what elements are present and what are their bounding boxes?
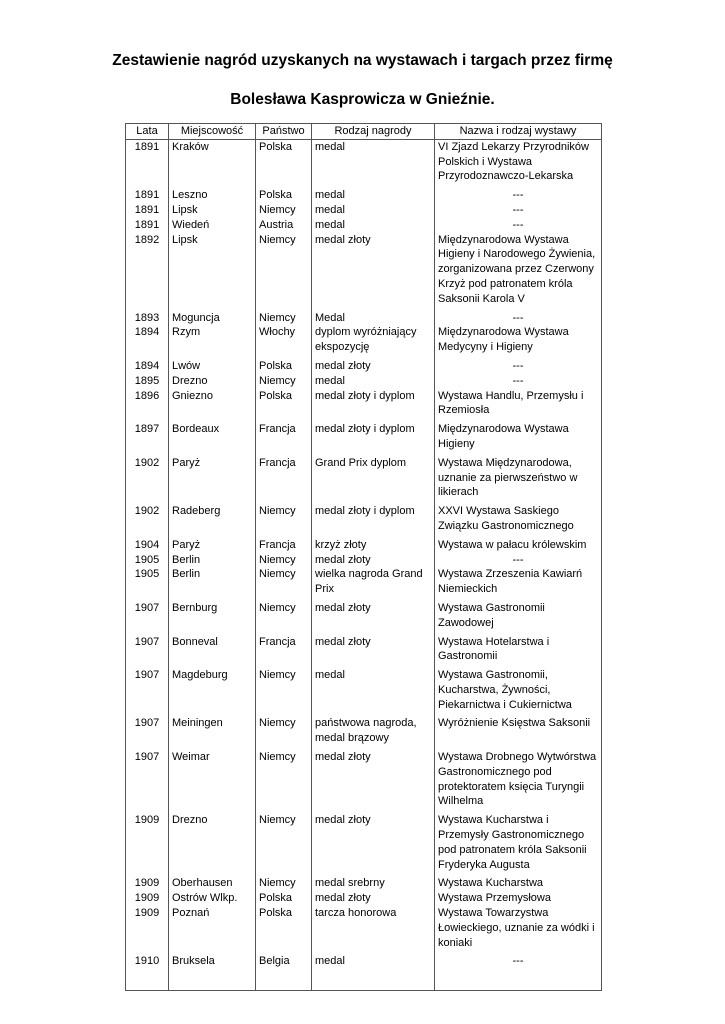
cell-year: 1897 [126,422,169,456]
cell-country: Niemcy [256,233,312,311]
cell-award: medal [312,203,435,218]
cell-award: medal srebrny [312,876,435,891]
cell-award: medal [312,139,435,188]
cell-country: Niemcy [256,504,312,538]
cell-city: Rzym [169,325,256,359]
cell-country: Francja [256,422,312,456]
cell-year: 1895 [126,374,169,389]
cell-award: medal złoty [312,359,435,374]
cell-exhibition: Wystawa Kucharstwa [435,876,602,891]
cell-exhibition: Wyróżnienie Księstwa Saksonii [435,716,602,750]
cell-award: Medal [312,311,435,326]
cell-city: Bordeaux [169,422,256,456]
table-row [126,954,602,991]
cell-award: medal złoty i dyplom [312,389,435,423]
cell-city: Drezno [169,813,256,876]
cell-city: Moguncja [169,311,256,326]
cell-country: Niemcy [256,311,312,326]
cell-country: Niemcy [256,567,312,601]
table-row [126,504,602,538]
table-body [126,139,602,991]
cell-year: 1909 [126,813,169,876]
cell-award: medal [312,954,435,991]
cell-exhibition: --- [435,374,602,389]
cell-year: 1892 [126,233,169,311]
cell-country: Belgia [256,954,312,991]
cell-exhibition: Międzynarodowa Wystawa Medycyny i Higieny [435,325,602,359]
cell-country: Francja [256,456,312,504]
cell-city: Oberhausen [169,876,256,891]
cell-award: państwowa nagroda, medal brązowy [312,716,435,750]
cell-year: 1902 [126,504,169,538]
cell-city: Weimar [169,750,256,813]
cell-city: Ostrów Wlkp. [169,891,256,906]
cell-city: Drezno [169,374,256,389]
cell-exhibition: VI Zjazd Lekarzy Przyrodników Polskich i Wystawa Przyrodoznawczo-Lekarska [435,139,602,188]
header-year: Lata [126,124,169,140]
header-exhibition: Nazwa i rodzaj wystawy [435,124,602,140]
cell-country: Niemcy [256,374,312,389]
table-row [126,635,602,669]
cell-year: 1905 [126,567,169,601]
document-title-line1: Zestawienie nagród uzyskanych na wystawach i targach przez firmę [112,52,613,69]
cell-exhibition: Wystawa Międzynarodowa, uznanie za pierwszeństwo w likierach [435,456,602,504]
table-row [126,668,602,716]
cell-year: 1896 [126,389,169,423]
cell-country: Niemcy [256,876,312,891]
cell-year: 1907 [126,750,169,813]
cell-award: medal złoty [312,553,435,568]
table-header-row [126,124,602,140]
table-row [126,325,602,359]
table-row [126,813,602,876]
table-row [126,456,602,504]
cell-award: medal [312,668,435,716]
cell-exhibition: Wystawa Drobnego Wytwórstwa Gastronomicznego pod protektoratem księcia Turyngii Wilhelma [435,750,602,813]
cell-exhibition: Wystawa Hotelarstwa i Gastronomii [435,635,602,669]
cell-exhibition: Wystawa Kucharstwa i Przemysły Gastronomicznego pod patronatem króla Saksonii Fryderyka Augusta [435,813,602,876]
cell-exhibition: --- [435,359,602,374]
cell-country: Niemcy [256,203,312,218]
cell-year: 1891 [126,203,169,218]
cell-country: Polska [256,188,312,203]
table-row [126,374,602,389]
cell-city: Gniezno [169,389,256,423]
cell-country: Niemcy [256,716,312,750]
cell-city: Berlin [169,553,256,568]
cell-exhibition: Wystawa Zrzeszenia Kawiarń Niemieckich [435,567,602,601]
cell-city: Bonneval [169,635,256,669]
cell-city: Radeberg [169,504,256,538]
cell-award: medal złoty i dyplom [312,422,435,456]
table-row [126,906,602,954]
cell-award: Grand Prix dyplom [312,456,435,504]
cell-exhibition: --- [435,218,602,233]
cell-year: 1894 [126,325,169,359]
cell-award: medal [312,218,435,233]
table-row [126,188,602,203]
cell-exhibition: Wystawa w pałacu królewskim [435,538,602,553]
cell-year: 1893 [126,311,169,326]
table-row [126,567,602,601]
cell-city: Poznań [169,906,256,954]
cell-city: Wiedeń [169,218,256,233]
cell-exhibition: --- [435,954,602,991]
cell-exhibition: --- [435,553,602,568]
table-row [126,389,602,423]
table-row [126,311,602,326]
cell-country: Francja [256,538,312,553]
cell-country: Polska [256,139,312,188]
cell-year: 1909 [126,876,169,891]
cell-year: 1891 [126,188,169,203]
cell-country: Polska [256,389,312,423]
cell-country: Niemcy [256,813,312,876]
cell-city: Magdeburg [169,668,256,716]
cell-country: Niemcy [256,750,312,813]
cell-year: 1909 [126,891,169,906]
cell-country: Polska [256,891,312,906]
cell-award: medal złoty [312,233,435,311]
cell-award: tarcza honorowa [312,906,435,954]
cell-award: medal złoty [312,891,435,906]
cell-exhibition: Wystawa Towarzystwa Łowieckiego, uznanie za wódki i koniaki [435,906,602,954]
cell-city: Paryż [169,456,256,504]
table-row [126,218,602,233]
cell-award: medal złoty [312,813,435,876]
cell-award: dyplom wyróżniający ekspozycję [312,325,435,359]
cell-city: Bernburg [169,601,256,635]
table-row [126,601,602,635]
table-row [126,233,602,311]
header-country: Państwo [256,124,312,140]
cell-award: medal [312,188,435,203]
cell-exhibition: --- [435,188,602,203]
cell-country: Polska [256,359,312,374]
cell-year: 1894 [126,359,169,374]
cell-exhibition: Wystawa Gastronomii, Kucharstwa, Żywności, Piekarnictwa i Cukiernictwa [435,668,602,716]
cell-year: 1905 [126,553,169,568]
cell-city: Lipsk [169,233,256,311]
cell-award: medal złoty [312,601,435,635]
cell-city: Paryż [169,538,256,553]
table-row [126,139,602,188]
table-row [126,359,602,374]
cell-exhibition: Międzynarodowa Wystawa Higieny i Narodowego Żywienia, zorganizowana przez Czerwony Krzyż pod patronatem króla Saksonii Karola V [435,233,602,311]
cell-award: wielka nagroda Grand Prix [312,567,435,601]
cell-city: Kraków [169,139,256,188]
cell-exhibition: --- [435,311,602,326]
table-row [126,203,602,218]
cell-city: Lwów [169,359,256,374]
header-city: Miejscowość [169,124,256,140]
cell-country: Niemcy [256,668,312,716]
document-title-line2: Bolesława Kasprowicza w Gnieźnie. [230,91,495,108]
table-row [126,422,602,456]
cell-award: medal złoty [312,750,435,813]
cell-exhibition: Międzynarodowa Wystawa Higieny [435,422,602,456]
cell-city: Bruksela [169,954,256,991]
table-row [126,553,602,568]
cell-year: 1902 [126,456,169,504]
cell-exhibition: Wystawa Handlu, Przemysłu i Rzemiosła [435,389,602,423]
cell-year: 1907 [126,601,169,635]
cell-country: Niemcy [256,601,312,635]
cell-year: 1907 [126,716,169,750]
header-award: Rodzaj nagrody [312,124,435,140]
table-row [126,538,602,553]
cell-exhibition: Wystawa Przemysłowa [435,891,602,906]
cell-country: Niemcy [256,553,312,568]
cell-award: medal [312,374,435,389]
cell-year: 1891 [126,139,169,188]
table-row [126,716,602,750]
cell-year: 1904 [126,538,169,553]
table-row [126,750,602,813]
cell-year: 1907 [126,668,169,716]
cell-city: Berlin [169,567,256,601]
awards-table [125,123,602,991]
cell-year: 1891 [126,218,169,233]
cell-year: 1907 [126,635,169,669]
cell-country: Włochy [256,325,312,359]
cell-country: Francja [256,635,312,669]
cell-exhibition: XXVI Wystawa Saskiego Związku Gastronomicznego [435,504,602,538]
cell-year: 1910 [126,954,169,991]
cell-country: Austria [256,218,312,233]
cell-year: 1909 [126,906,169,954]
table-row [126,876,602,891]
cell-award: krzyż złoty [312,538,435,553]
cell-award: medal złoty [312,635,435,669]
cell-exhibition: Wystawa Gastronomii Zawodowej [435,601,602,635]
cell-exhibition: --- [435,203,602,218]
cell-city: Leszno [169,188,256,203]
cell-city: Lipsk [169,203,256,218]
cell-country: Polska [256,906,312,954]
cell-award: medal złoty i dyplom [312,504,435,538]
cell-city: Meiningen [169,716,256,750]
table-row [126,891,602,906]
